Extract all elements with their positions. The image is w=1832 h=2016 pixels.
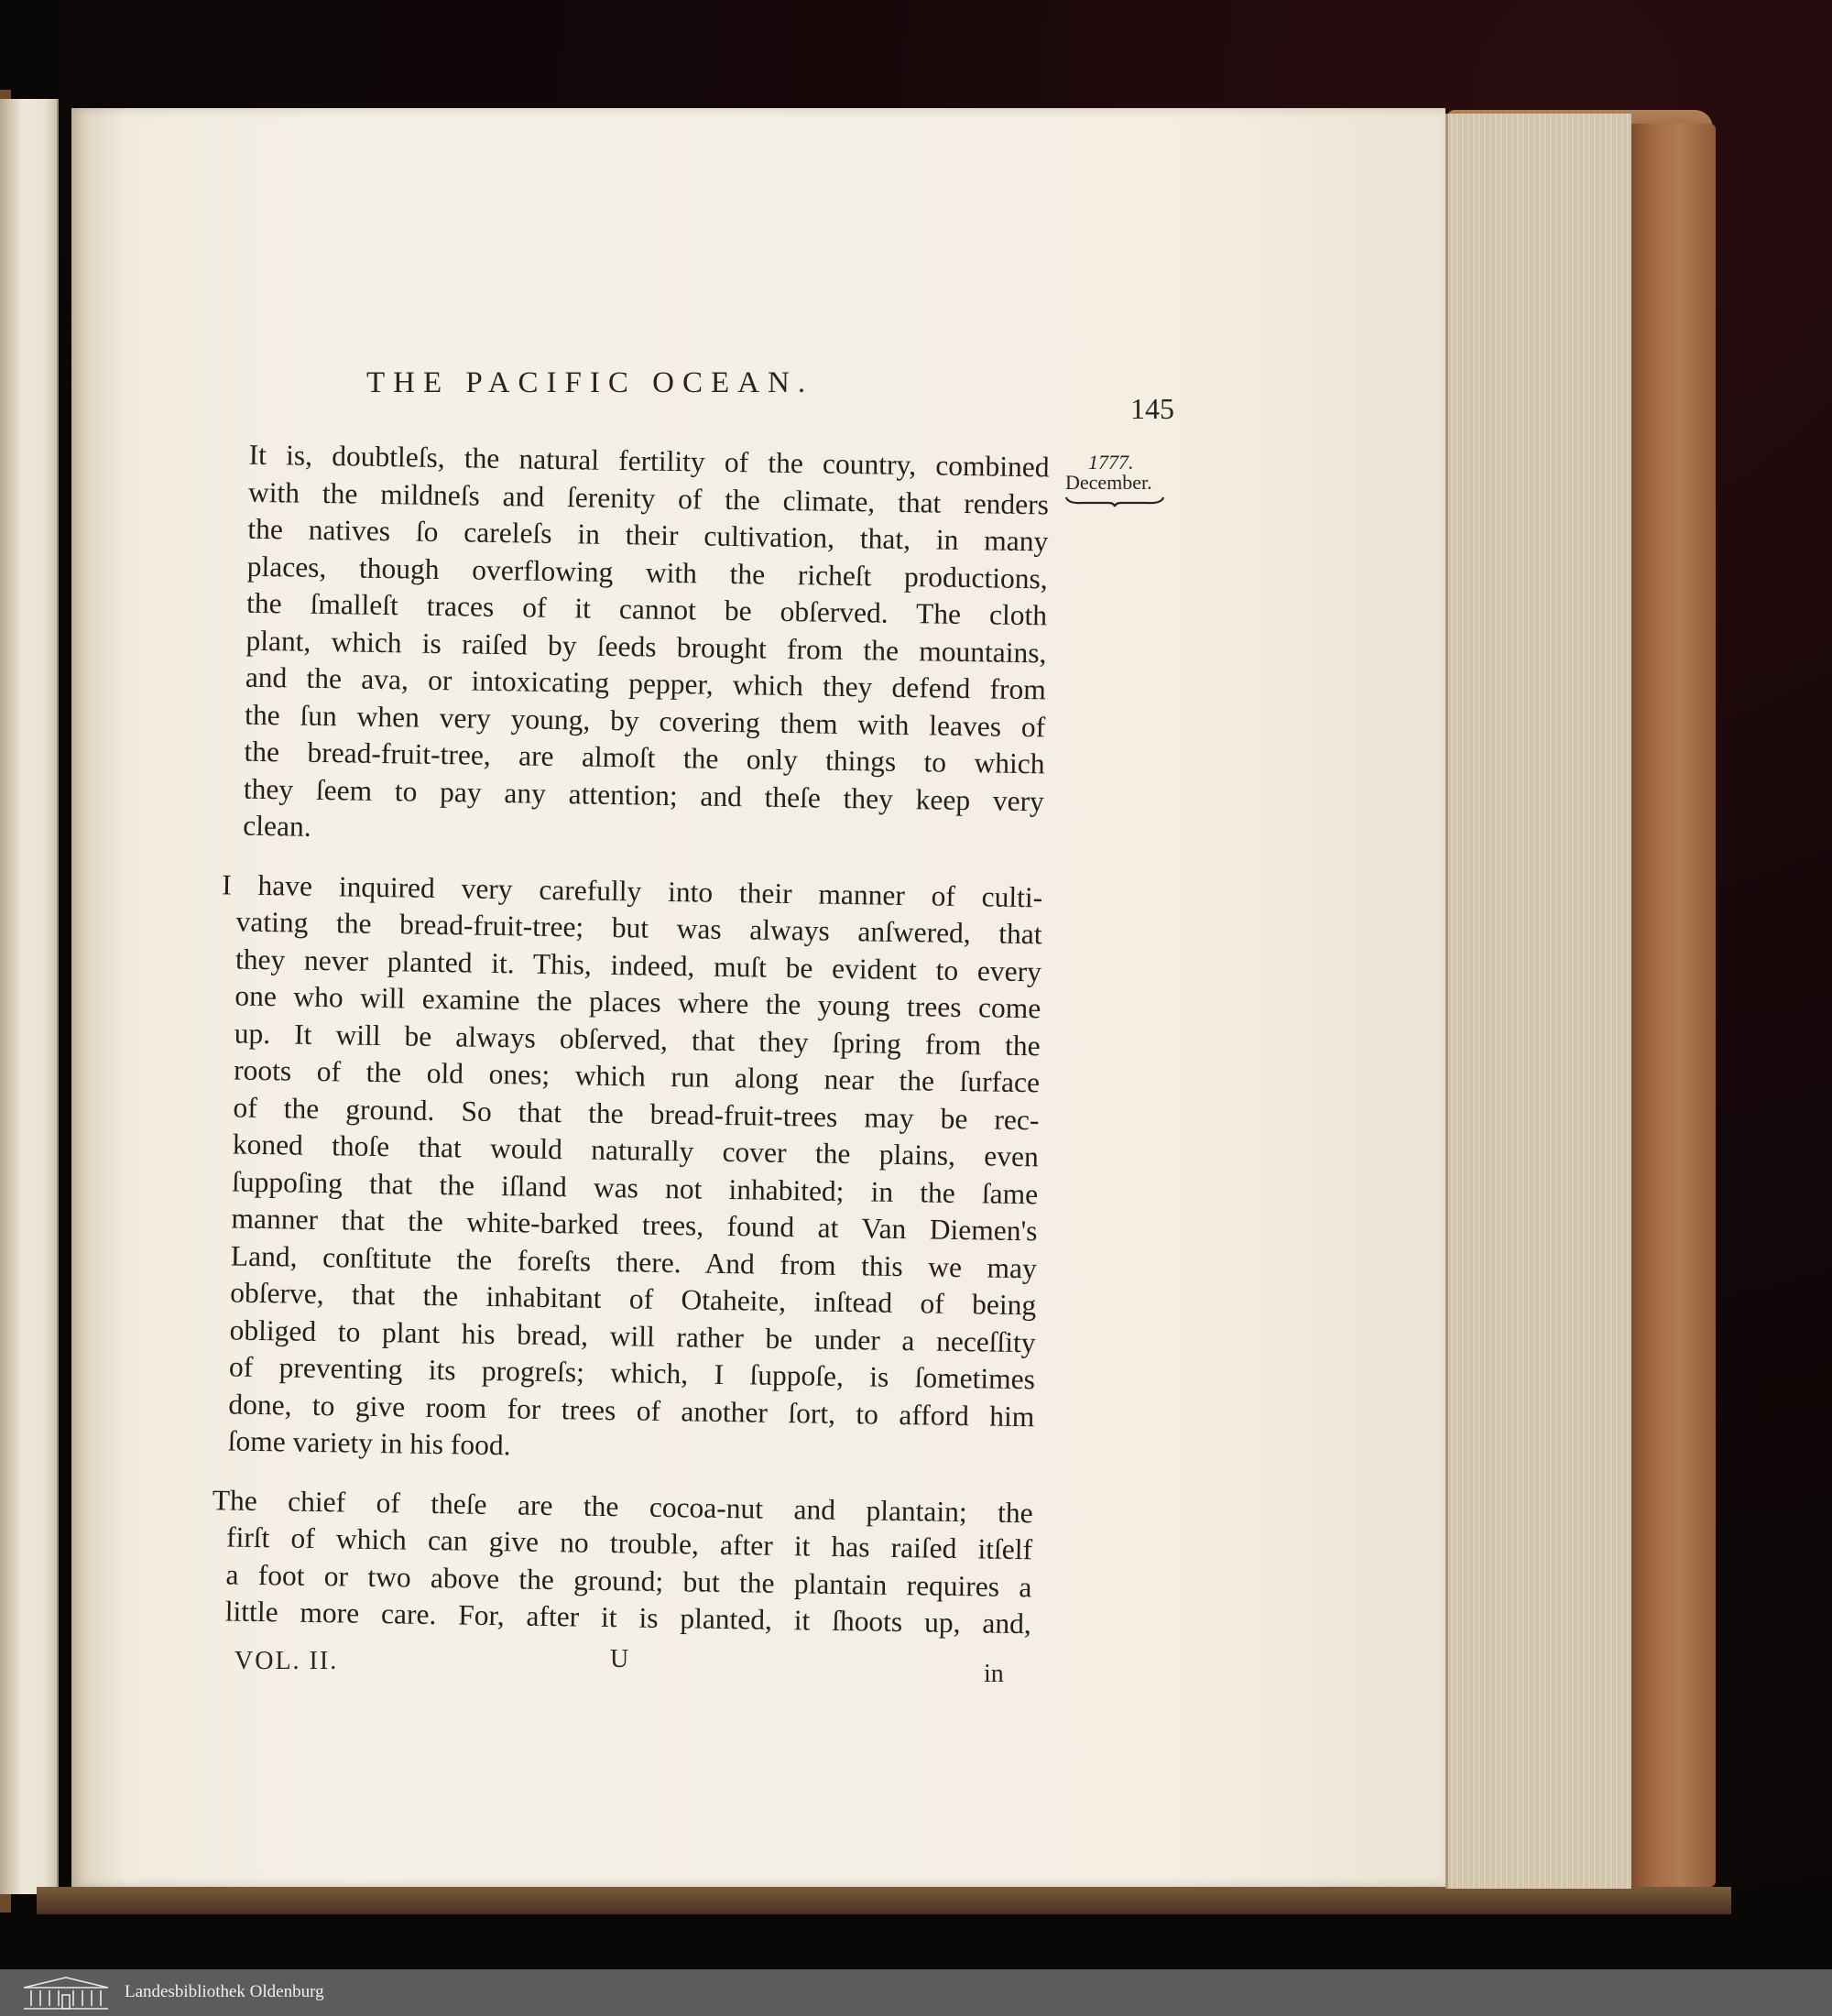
text-line: the ſun when very young, by covering them with leaves of	[244, 698, 1046, 743]
paragraph	[189, 1481, 1033, 1642]
right-leather-cover	[1629, 124, 1716, 1887]
margin-brace-icon	[1064, 495, 1165, 507]
text-line: manner that the white-barked trees, found at Van Diemen's	[231, 1202, 1038, 1248]
text-line: obliged to plant his bread, will rather be under a neceſſity	[229, 1313, 1036, 1358]
text-line: Land, conſtitute the foreſts there. And from this we may	[230, 1239, 1038, 1284]
text-line: firſt of which can give no trouble, after it has raiſed itſelf	[225, 1520, 1033, 1566]
text-line: a foot or two above the ground; but the plantain requires a	[225, 1557, 1032, 1603]
text-line: koned thoſe that would naturally cover the plains, even	[232, 1128, 1040, 1173]
text-line: one who will examine the places where the young trees come	[234, 979, 1041, 1025]
text-line: vating the bread-fruit-tree; but was always anſwered, that	[235, 905, 1042, 951]
book-bottom-edge	[37, 1887, 1731, 1914]
page-block-fore-edge	[1445, 114, 1631, 1889]
text-line: they never planted it. This, indeed, muſt be evident to every	[234, 943, 1042, 987]
library-name: Landesbibliothek Oldenburg	[125, 1982, 324, 2001]
left-page-sliver	[0, 99, 59, 1894]
text-line: It is, doubtleſs, the natural fertility of the country, combined	[248, 438, 1050, 484]
text-line: ſuppoſing that the iſland was not inhabited; in the ſame	[231, 1165, 1039, 1210]
library-footer-bar	[0, 1969, 1832, 2016]
text-line: of preventing its progreſs; which, I ſuppoſe, is ſometimes	[228, 1350, 1036, 1396]
text-line: done, to give room for trees of another ſort, to afford him	[228, 1388, 1035, 1433]
paragraph	[191, 866, 1042, 1472]
text-line: The chief of theſe are the cocoa-nut and plantain; the	[212, 1483, 1033, 1529]
margin-note-year: 1777.	[1088, 451, 1134, 474]
text-line: the ſmalleſt traces of it cannot be obſerved. The cloth	[245, 586, 1048, 632]
text-line: of the ground. So that the bread-fruit-trees may be rec-	[233, 1091, 1040, 1136]
text-line: and the ava, or intoxicating pepper, which they defend from	[245, 660, 1047, 706]
text-line: plant, which is raiſed by ſeeds brought from the mountains,	[245, 624, 1047, 669]
text-line: clean.	[243, 809, 311, 843]
catchword: in	[984, 1660, 1004, 1688]
text-line: the natives ſo careleſs in their cultivation, that, in many	[247, 512, 1049, 558]
paragraph	[201, 436, 1050, 857]
text-line: I have inquired very carefully into their manner of culti-	[222, 867, 1043, 913]
text-line: places, though overflowing with the richeſt productions,	[246, 550, 1048, 594]
page-number: 145	[1130, 392, 1174, 425]
text-line: ſome variety in his food.	[227, 1424, 511, 1462]
text-line: the bread-fruit-tree, are almoſt the only things to which	[244, 735, 1045, 780]
text-line: obſerve, that the inhabitant of Otaheite, inſtead of being	[230, 1276, 1037, 1322]
library-building-icon	[20, 1975, 112, 2011]
body-text	[188, 436, 1050, 1665]
signature-mark: U	[610, 1645, 629, 1673]
text-line: with the mildneſs and ſerenity of the climate, that renders	[247, 475, 1050, 520]
running-head: THE PACIFIC OCEAN.	[366, 366, 814, 399]
text-line: they ſeem to pay any attention; and theſe they keep very	[243, 772, 1045, 817]
margin-note-month: December.	[1065, 471, 1152, 494]
text-line: little more care. For, after it is planted, it ſhoots up, and,	[224, 1595, 1032, 1640]
text-line: up. It will be always obſerved, that they ſpring from the	[234, 1017, 1041, 1062]
text-line: roots of the old ones; which run along near the ſurface	[233, 1053, 1041, 1099]
volume-label: VOL. II.	[234, 1647, 339, 1675]
